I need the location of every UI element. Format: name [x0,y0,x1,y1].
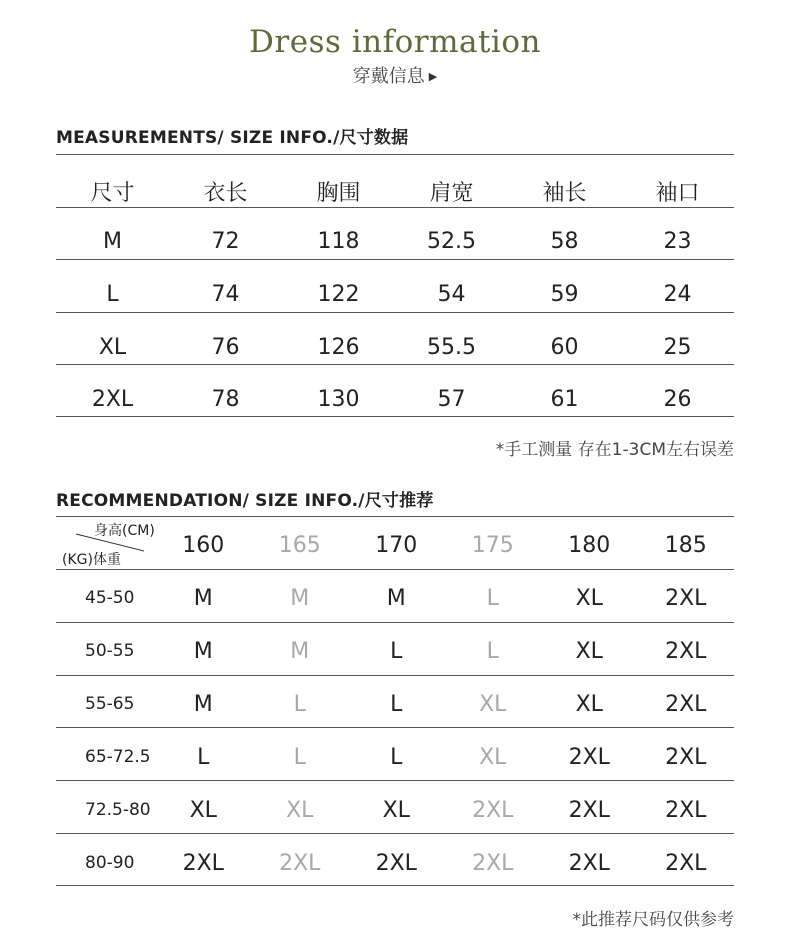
size-cell: XL [189,798,217,823]
table-cell: 60 [550,335,579,360]
column-header: 衣长 [203,181,248,206]
size-cell: XL [479,692,507,717]
recommendation-note: *此推荐尺码仅供参考 [572,910,734,930]
table-cell: 76 [211,335,240,360]
page-subtitle [0,62,790,88]
measurements-heading: MEASUREMENTS/ SIZE INFO./尺寸数据 [56,128,409,148]
height-column-header: 170 [375,533,418,558]
size-cell: XL [382,798,410,823]
height-column-header: 175 [471,533,514,558]
table-cell: XL [98,335,127,360]
size-cell: M [193,639,213,664]
table-cell: 58 [550,229,579,254]
table-cell: 59 [550,282,579,307]
size-cell: L [390,745,403,770]
size-cell: L [390,639,403,664]
measurements-header-row [56,176,734,207]
size-cell: 2XL [665,639,707,664]
table-cell: 25 [663,335,692,360]
table-row [56,639,734,664]
height-column-header: 160 [182,533,225,558]
size-cell: XL [479,745,507,770]
size-cell: 2XL [472,798,514,823]
column-header: 肩宽 [429,181,474,206]
corner-header-cell [56,517,155,569]
divider [56,259,734,260]
size-cell: 2XL [665,586,707,611]
table-cell: 130 [317,387,360,412]
table-cell: 24 [663,282,692,307]
size-cell: L [197,745,210,770]
height-axis-label: 身高(CM) [94,523,155,539]
weight-axis-label: (KG)体重 [62,552,121,568]
size-cell: 2XL [182,851,224,876]
table-cell: 118 [317,229,360,254]
table-row [56,745,734,770]
height-column-header: 180 [568,533,611,558]
size-cell: L [486,586,499,611]
size-cell: M [290,639,310,664]
divider [56,154,734,155]
table-cell: 126 [317,335,360,360]
table-cell: 23 [663,229,692,254]
column-header: 袖长 [542,181,587,206]
height-column-header: 165 [278,533,321,558]
size-cell: 2XL [665,745,707,770]
table-row [56,692,734,717]
size-cell: XL [575,692,603,717]
table-row [56,387,734,412]
weight-cell: 50-55 [85,641,135,661]
subtitle-text: 穿戴信息 [352,66,425,87]
size-cell: 2XL [665,798,707,823]
table-row [56,282,734,307]
page-title: Dress information [249,24,541,60]
column-header: 胸围 [316,181,361,206]
table-row [56,229,734,254]
divider [56,727,734,728]
weight-cell: 80-90 [85,853,135,873]
divider [56,364,734,365]
table-cell: 55.5 [427,335,476,360]
size-cell: L [486,639,499,664]
divider [56,780,734,781]
column-header: 尺寸 [90,181,135,206]
divider [56,569,734,570]
size-cell: L [390,692,403,717]
table-cell: 57 [437,387,466,412]
size-cell: XL [575,639,603,664]
table-cell: L [106,282,119,307]
size-cell: 2XL [568,745,610,770]
size-cell: 2XL [568,851,610,876]
size-cell: XL [286,798,314,823]
weight-cell: 55-65 [85,694,135,714]
table-cell: 74 [211,282,240,307]
size-cell: 2XL [279,851,321,876]
size-cell: 2XL [665,692,707,717]
divider [56,207,734,208]
measurement-note: *手工测量 存在1-3CM左右误差 [495,440,734,460]
weight-cell: 45-50 [85,588,135,608]
size-cell: L [293,692,306,717]
table-row [56,586,734,611]
table-cell: 54 [437,282,466,307]
table-cell: 2XL [91,387,134,412]
size-cell: 2XL [665,851,707,876]
size-cell: XL [575,586,603,611]
table-cell: 52.5 [427,229,476,254]
play-triangle-icon: ▶ [428,70,438,83]
divider [56,885,734,886]
table-row [56,851,734,876]
table-cell: 78 [211,387,240,412]
table-cell: 122 [317,282,360,307]
size-cell: M [290,586,310,611]
weight-cell: 65-72.5 [85,747,151,767]
size-cell: M [386,586,406,611]
table-cell: 61 [550,387,579,412]
size-cell: 2XL [568,798,610,823]
size-cell: 2XL [472,851,514,876]
table-cell: 26 [663,387,692,412]
divider [56,675,734,676]
size-cell: M [193,586,213,611]
table-cell: 72 [211,229,240,254]
divider [56,622,734,623]
divider [56,312,734,313]
size-cell: L [293,745,306,770]
size-cell: 2XL [375,851,417,876]
recommendation-heading: RECOMMENDATION/ SIZE INFO./尺寸推荐 [56,491,434,511]
weight-cell: 72.5-80 [85,800,151,820]
height-column-header: 185 [664,533,707,558]
divider [56,516,734,517]
table-row [56,335,734,360]
size-cell: M [193,692,213,717]
table-row [56,798,734,823]
column-header: 袖口 [655,181,700,206]
table-cell: M [103,229,122,254]
recommendation-header-row [155,533,734,558]
divider [56,416,734,417]
divider [56,833,734,834]
